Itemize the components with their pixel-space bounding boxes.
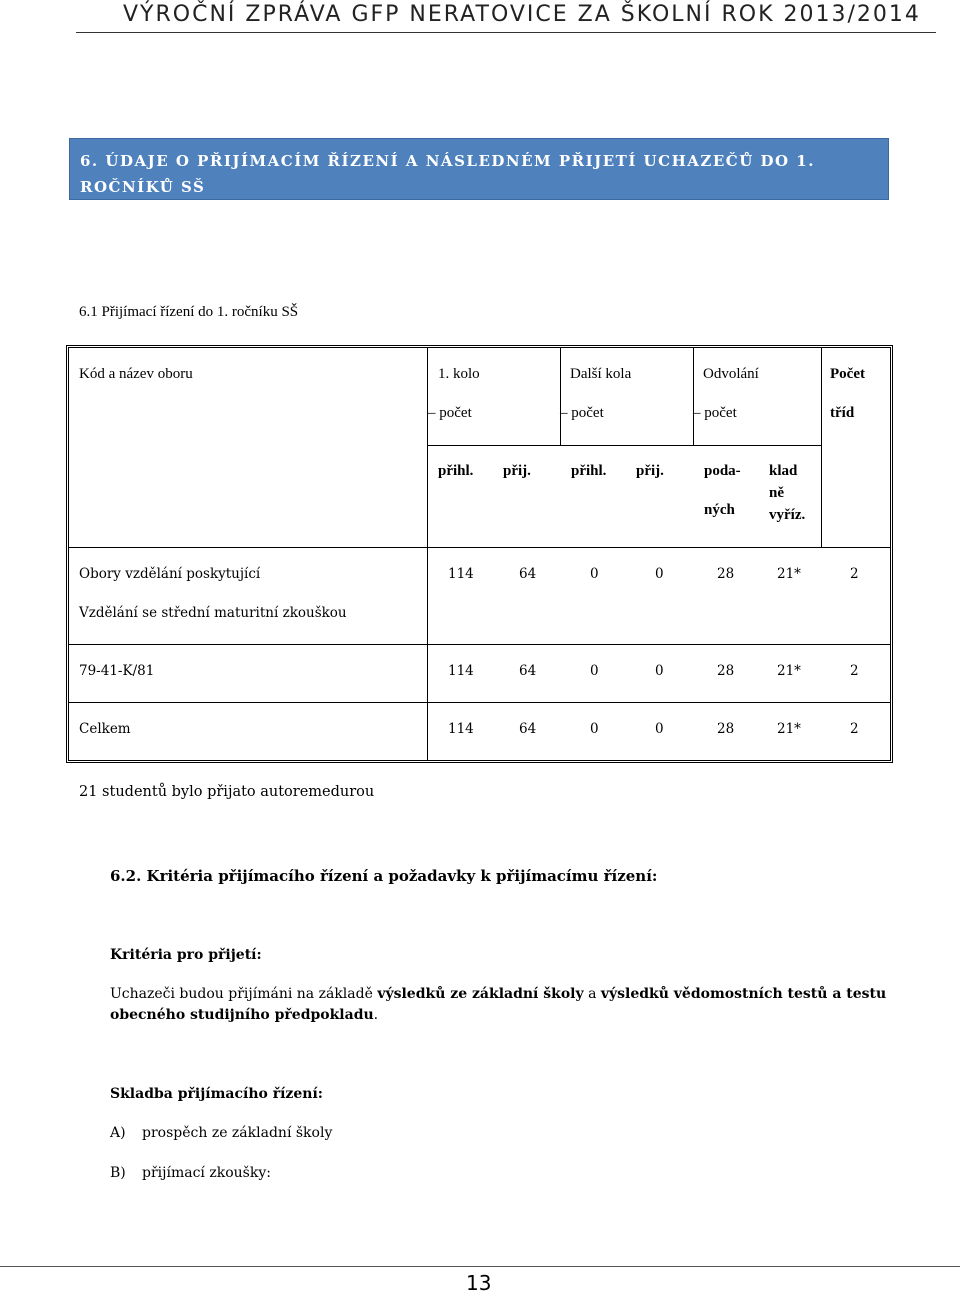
row3-v2: 64 (519, 721, 537, 737)
th-odvolani-b: – počet (693, 405, 737, 421)
row3-v5: 28 (717, 721, 735, 737)
table-vline (560, 348, 561, 445)
row3-v4: 0 (655, 721, 664, 737)
th-dalsi-a: Další kola (570, 366, 632, 382)
th-prij-2: přij. (636, 463, 664, 479)
th-prihl-1: přihl. (438, 463, 474, 479)
table-vline (427, 445, 428, 760)
list-item-b-marker: B) (110, 1165, 126, 1181)
row2-v1: 114 (448, 663, 474, 679)
row2-v7: 2 (850, 663, 859, 679)
row3-v7: 2 (850, 721, 859, 737)
th-prij-1: přij. (503, 463, 531, 479)
table-hline (427, 445, 821, 446)
section-title-line2: ROČNÍKŮ SŠ (80, 178, 206, 196)
criteria-paragraph-line2 (110, 1007, 378, 1023)
row2-v6: 21* (777, 663, 801, 679)
admissions-table (66, 345, 893, 763)
row2-v2: 64 (519, 663, 537, 679)
table-hline (69, 702, 890, 703)
row3-v3: 0 (590, 721, 599, 737)
th-pocet-a: Počet (830, 366, 865, 382)
section-title-line1: 6. ÚDAJE O PŘIJÍMACÍM ŘÍZENÍ A NÁSLEDNÉM PŘIJETÍ UCHAZEČŮ DO 1. (80, 152, 815, 170)
para-bold1: výsledků ze základní školy (377, 986, 584, 1002)
row1-name-line1: Obory vzdělání poskytující (79, 566, 261, 582)
list-item-a-text: prospěch ze základní školy (142, 1125, 333, 1141)
row2-v5: 28 (717, 663, 735, 679)
para-part2: a (583, 986, 601, 1002)
page-header-title: VÝROČNÍ ZPRÁVA GFP NERATOVICE ZA ŠKOLNÍ ROK 2013/2014 (123, 2, 921, 27)
para-bold2: výsledků vědomostních testů a testu (600, 986, 887, 1002)
list-item-a-marker: A) (110, 1125, 126, 1141)
row1-v2: 64 (519, 566, 537, 582)
table-vline (821, 445, 822, 548)
row1-v3: 0 (590, 566, 599, 582)
row1-name-line2: Vzdělání se střední maturitní zkouškou (79, 605, 347, 621)
table-note: 21 studentů bylo přijato autoremedurou (79, 784, 375, 800)
row1-v6: 21* (777, 566, 801, 582)
composition-heading: Skladba přijímacího řízení: (110, 1086, 323, 1102)
th-kladne-b: ně (769, 485, 784, 501)
th-dalsi-b: – počet (560, 405, 604, 421)
row2-v3: 0 (590, 663, 599, 679)
footer-divider (0, 1266, 960, 1267)
th-kladne-a: klad (769, 463, 798, 479)
para-part1: Uchazeči budou přijímáni na základě (110, 986, 378, 1002)
header-divider (76, 32, 936, 33)
list-item-b-text: přijímací zkoušky: (142, 1165, 271, 1181)
th-kladne-c: vyříz. (769, 507, 806, 523)
row2-name: 79-41-K/81 (79, 663, 155, 679)
row3-name: Celkem (79, 721, 131, 737)
row1-v5: 28 (717, 566, 735, 582)
th-prihl-2: přihl. (571, 463, 607, 479)
criteria-paragraph-line1 (110, 986, 887, 1002)
subsection-title-6-1: 6.1 Přijímací řízení do 1. ročníku SŠ (79, 304, 299, 320)
row1-v1: 114 (448, 566, 474, 582)
th-podanych-a: poda- (704, 463, 741, 479)
table-vline (693, 348, 694, 445)
row2-v4: 0 (655, 663, 664, 679)
table-hline (69, 644, 890, 645)
page-number: 13 (466, 1271, 492, 1295)
th-podanych-b: ných (704, 502, 735, 518)
table-vline (427, 348, 428, 445)
para-bold3: obecného studijního předpokladu (110, 1007, 374, 1023)
subsection-title-6-2: 6.2. Kritéria přijímacího řízení a požadavky k přijímacímu řízení: (110, 867, 658, 885)
section-banner (69, 138, 889, 200)
row1-v7: 2 (850, 566, 859, 582)
th-obor: Kód a název oboru (79, 366, 193, 382)
th-kolo1-b: – počet (428, 405, 472, 421)
row1-v4: 0 (655, 566, 664, 582)
row3-v6: 21* (777, 721, 801, 737)
th-odvolani-a: Odvolání (703, 366, 759, 382)
criteria-heading: Kritéria pro přijetí: (110, 947, 262, 963)
para-end: . (373, 1007, 379, 1023)
th-kolo1-a: 1. kolo (438, 366, 480, 382)
row3-v1: 114 (448, 721, 474, 737)
table-hline (69, 547, 890, 548)
th-pocet-b: tříd (830, 405, 855, 421)
